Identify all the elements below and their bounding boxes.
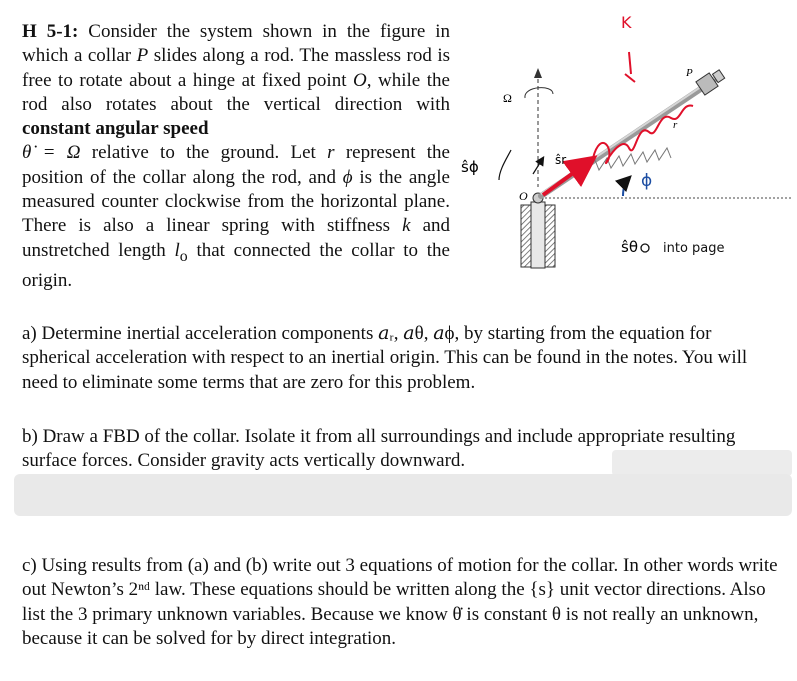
l0-variable: l (174, 239, 180, 261)
intro-text-7: and unstretched length (22, 215, 450, 261)
phi-variable: ϕ (342, 166, 353, 188)
r-variable: r (327, 142, 335, 164)
intro-text-4: relative to the ground. Let (80, 142, 328, 164)
part-a: a) Determine inertial acceleration components 𝑎ᵣ, 𝑎θ, 𝑎ϕ, by starting from the equation for spherical acceleration with respect to an inertial origin. This can be found in the notes. You will need to eliminate some terms that are zero for this problem. (22, 323, 748, 393)
into-page-dot (641, 244, 649, 252)
s-phi-arrow (499, 150, 511, 180)
s-theta-label: ŝθ (621, 238, 638, 256)
into-page-label: into page (663, 241, 725, 256)
collar-label: P (686, 67, 693, 79)
part-b: b) Draw a FBD of the collar. Isolate it from all surroundings and include appropriate resulting surface forces. Consider gravity acts vertically downward. (22, 426, 736, 472)
phi-label: ϕ (641, 171, 653, 191)
k-line (625, 52, 635, 82)
l0-subscript: o (179, 247, 188, 265)
s-r-label: ŝr (555, 153, 567, 167)
intro-text-3: , while the rod also rotates about the vertical direction with (22, 69, 450, 115)
omega-label: Ω (503, 91, 512, 105)
problem-statement (22, 20, 450, 293)
k-variable: k (402, 215, 411, 237)
figure-svg (455, 2, 795, 292)
system-figure (455, 2, 795, 292)
point-variable: O (353, 69, 367, 91)
highlight-band-lower (14, 474, 792, 516)
bold-phrase: constant angular speed (22, 118, 209, 140)
rotation-arrow (525, 88, 553, 98)
part-c: c) Using results from (a) and (b) write out 3 equations of motion for the collar. In other words write out Newton’s 2ⁿᵈ law. These equations should be written along the {s} unit vector directions. Also list the 3 primary unknown variables. Because we know θ̇ is constant θ is not really an unknown, because it can be solved for by direct integration. (22, 555, 778, 649)
axis-arrowhead (534, 68, 542, 78)
intro-text-1: Consider the system shown in the figure in which a collar (22, 21, 450, 67)
hinge-shaft (531, 202, 545, 268)
intro-text-2: slides along a rod. The massless rod is free to rotate about a hinge at fixed point (22, 45, 450, 91)
intro-text-6: is the angle measured counter clockwise from the horizontal plane. There is also a linear spring with stiffness (22, 166, 450, 237)
k-label: K (621, 13, 632, 32)
point-o-label: O (519, 189, 528, 203)
intro-text-5: represent the position of the collar along the rod, and (22, 142, 450, 188)
r-label: r (673, 119, 678, 131)
phi-arc (623, 178, 629, 196)
r-vector (543, 160, 591, 195)
intro-text-8: that connected the collar to the origin. (22, 239, 450, 291)
collar-variable: P (136, 45, 149, 67)
s-phi-label: ŝϕ (461, 158, 479, 176)
problem-heading: H 5-1: (22, 21, 79, 42)
rate-expression: θ̇ = Ω (22, 142, 81, 164)
